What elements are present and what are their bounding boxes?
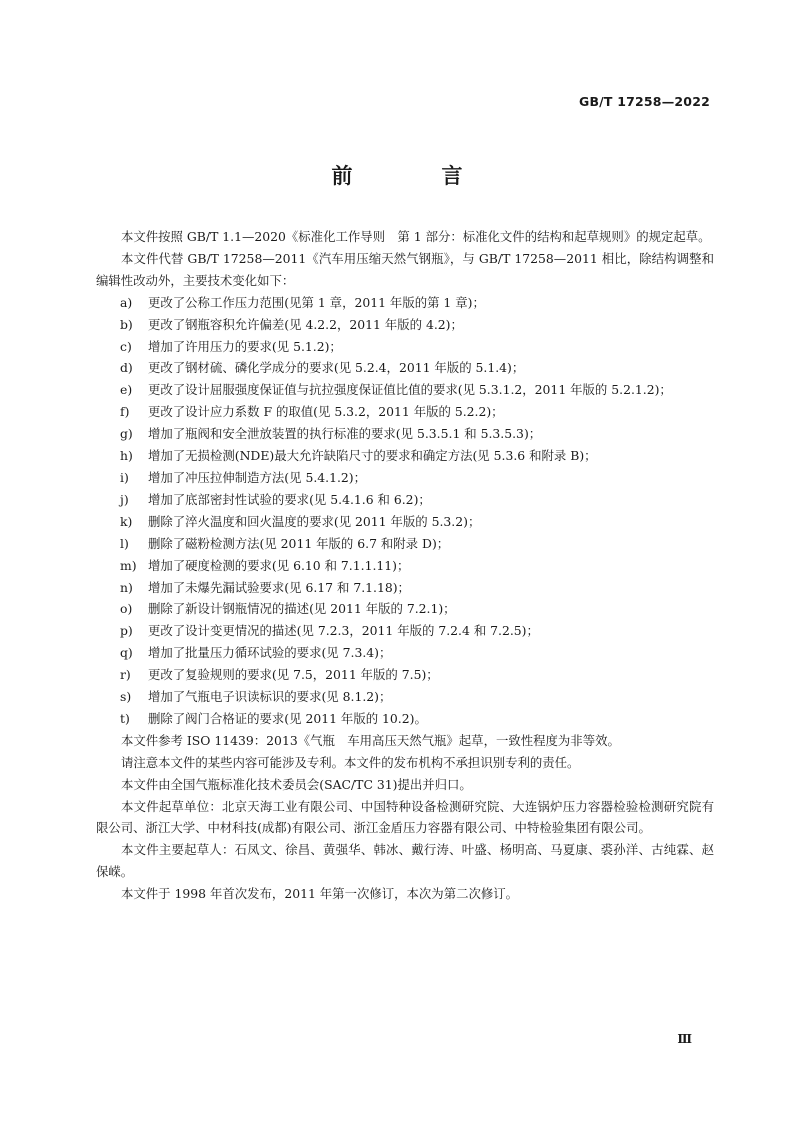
list-item [96,379,714,401]
list-item [96,511,714,533]
paragraph-drafting-rules: 本文件按照 GB/T 1.1—2020《标准化工作导则 第 1 部分：标准化文件的结构和起草规则》的规定起草。 [121,229,711,244]
list-marker: c) [120,338,132,354]
list-marker: i) [120,469,129,485]
list-item [96,664,714,686]
list-item-text: 增加了许用压力的要求(见 5.1.2)； [148,338,342,354]
list-marker: d) [120,360,133,376]
list-marker: f) [120,404,130,420]
list-item [96,686,714,708]
list-item [96,708,714,730]
list-item [96,577,714,599]
list-item-text: 增加了无损检测(NDE)最大允许缺陷尺寸的要求和确定方法(见 5.3.6 和附录 B)； [148,448,597,464]
list-item [96,423,714,445]
list-item-text: 删除了阀门合格证的要求(见 2011 年版的 10.2)。 [148,710,427,726]
list-item-text: 增加了批量压力循环试验的要求(见 7.3.4)； [148,645,392,661]
list-marker: h) [120,448,133,464]
list-item-text: 删除了淬火温度和回火温度的要求(见 2011 年版的 5.3.2)； [148,513,481,529]
list-item-text: 更改了公称工作压力范围(见第 1 章，2011 年版的第 1 章)； [148,294,485,310]
list-marker: e) [120,382,133,398]
list-item [96,445,714,467]
list-item-text: 更改了设计屈服强度保证值与抗拉强度保证值比值的要求(见 5.3.1.2，2011 年版的 5.2.1.2)； [148,382,672,398]
list-marker: j) [120,491,129,507]
list-marker: p) [120,623,133,639]
list-marker: g) [120,426,133,442]
list-marker: r) [120,667,131,683]
list-item [96,336,714,358]
paragraph-iso-reference: 本文件参考 ISO 11439：2013《气瓶 车用高压天然气瓶》起草，一致性程度为非等效。 [121,732,620,748]
list-marker: s) [120,689,132,705]
list-item-text: 增加了冲压拉伸制造方法(见 5.4.1.2)； [148,469,367,485]
list-item-text: 增加了气瓶电子识读标识的要求(见 8.1.2)； [148,689,392,705]
list-item [96,467,714,489]
list-item-text: 更改了设计变更情况的描述(见 7.2.3，2011 年版的 7.2.4 和 7.2.5)； [148,623,539,639]
page-number: Ⅲ [677,1032,692,1046]
list-item-text: 更改了钢材硫、磷化学成分的要求(见 5.2.4，2011 年版的 5.1.4)； [148,360,525,376]
list-marker: q) [120,645,133,661]
list-item [96,642,714,664]
list-item [96,401,714,423]
paragraph-history: 本文件于 1998 年首次发布，2011 年第一次修订，本次为第二次修订。 [121,886,519,902]
list-item [96,292,714,314]
list-item-text: 更改了设计应力系数 F 的取值(见 5.3.2，2011 年版的 5.2.2)； [148,404,504,420]
list-item-text: 增加了瓶阀和安全泄放装置的执行标准的要求(见 5.3.5.1 和 5.3.5.3)； [148,426,542,442]
list-marker: m) [120,557,137,573]
list-marker: l) [120,535,129,551]
list-marker: k) [120,513,133,529]
list-marker: t) [120,710,130,726]
list-item-text: 增加了硬度检测的要求(见 6.10 和 7.1.1.11)； [148,557,410,573]
paragraph-drafters: 本文件主要起草人：石凤文、徐昌、黄强华、韩冰、戴行涛、叶盛、杨明高、马夏康、裘孙洋、古纯霖、赵保嵘。 [96,842,714,880]
technical-changes-list [96,292,714,730]
list-item [96,533,714,555]
paragraph-proposer: 本文件由全国气瓶标准化技术委员会(SAC/TC 31)提出并归口。 [121,776,472,792]
list-marker: b) [120,316,133,332]
paragraph-replacement: 本文件代替 GB/T 17258—2011《汽车用压缩天然气钢瓶》，与 GB/T 17258—2011 相比，除结构调整和编辑性改动外，主要技术变化如下： [96,250,714,288]
list-item-text: 更改了复验规则的要求(见 7.5，2011 年版的 7.5)； [148,667,439,683]
list-item-text: 删除了新设计钢瓶情况的描述(见 2011 年版的 7.2.1)； [148,601,456,617]
list-item [96,489,714,511]
list-marker: n) [120,579,133,595]
paragraph-patent-notice: 请注意本文件的某些内容可能涉及专利。本文件的发布机构不承担识别专利的责任。 [121,754,580,770]
list-item [96,357,714,379]
list-item [96,314,714,336]
list-item-text: 更改了钢瓶容积允许偏差(见 4.2.2，2011 年版的 4.2)； [148,316,463,332]
list-marker: o) [120,601,133,617]
standard-code: GB/T 17258—2022 [578,94,710,109]
list-item-text: 增加了未爆先漏试验要求(见 6.17 和 7.1.18)； [148,579,410,595]
list-item [96,620,714,642]
list-item [96,598,714,620]
foreword-body [96,226,714,905]
paragraph-drafting-units: 本文件起草单位：北京天海工业有限公司、中国特种设备检测研究院、大连锅炉压力容器检验检测研究院有限公司、浙江大学、中材科技(成都)有限公司、浙江金盾压力容器有限公司、中特检验集团有限公司。 [96,798,714,836]
list-item [96,555,714,577]
list-marker: a) [120,294,133,310]
list-item-text: 删除了磁粉检测方法(见 2011 年版的 6.7 和附录 D)； [148,535,450,551]
list-item-text: 增加了底部密封性试验的要求(见 5.4.1.6 和 6.2)； [148,491,431,507]
page-title: 前 言 [331,164,497,188]
